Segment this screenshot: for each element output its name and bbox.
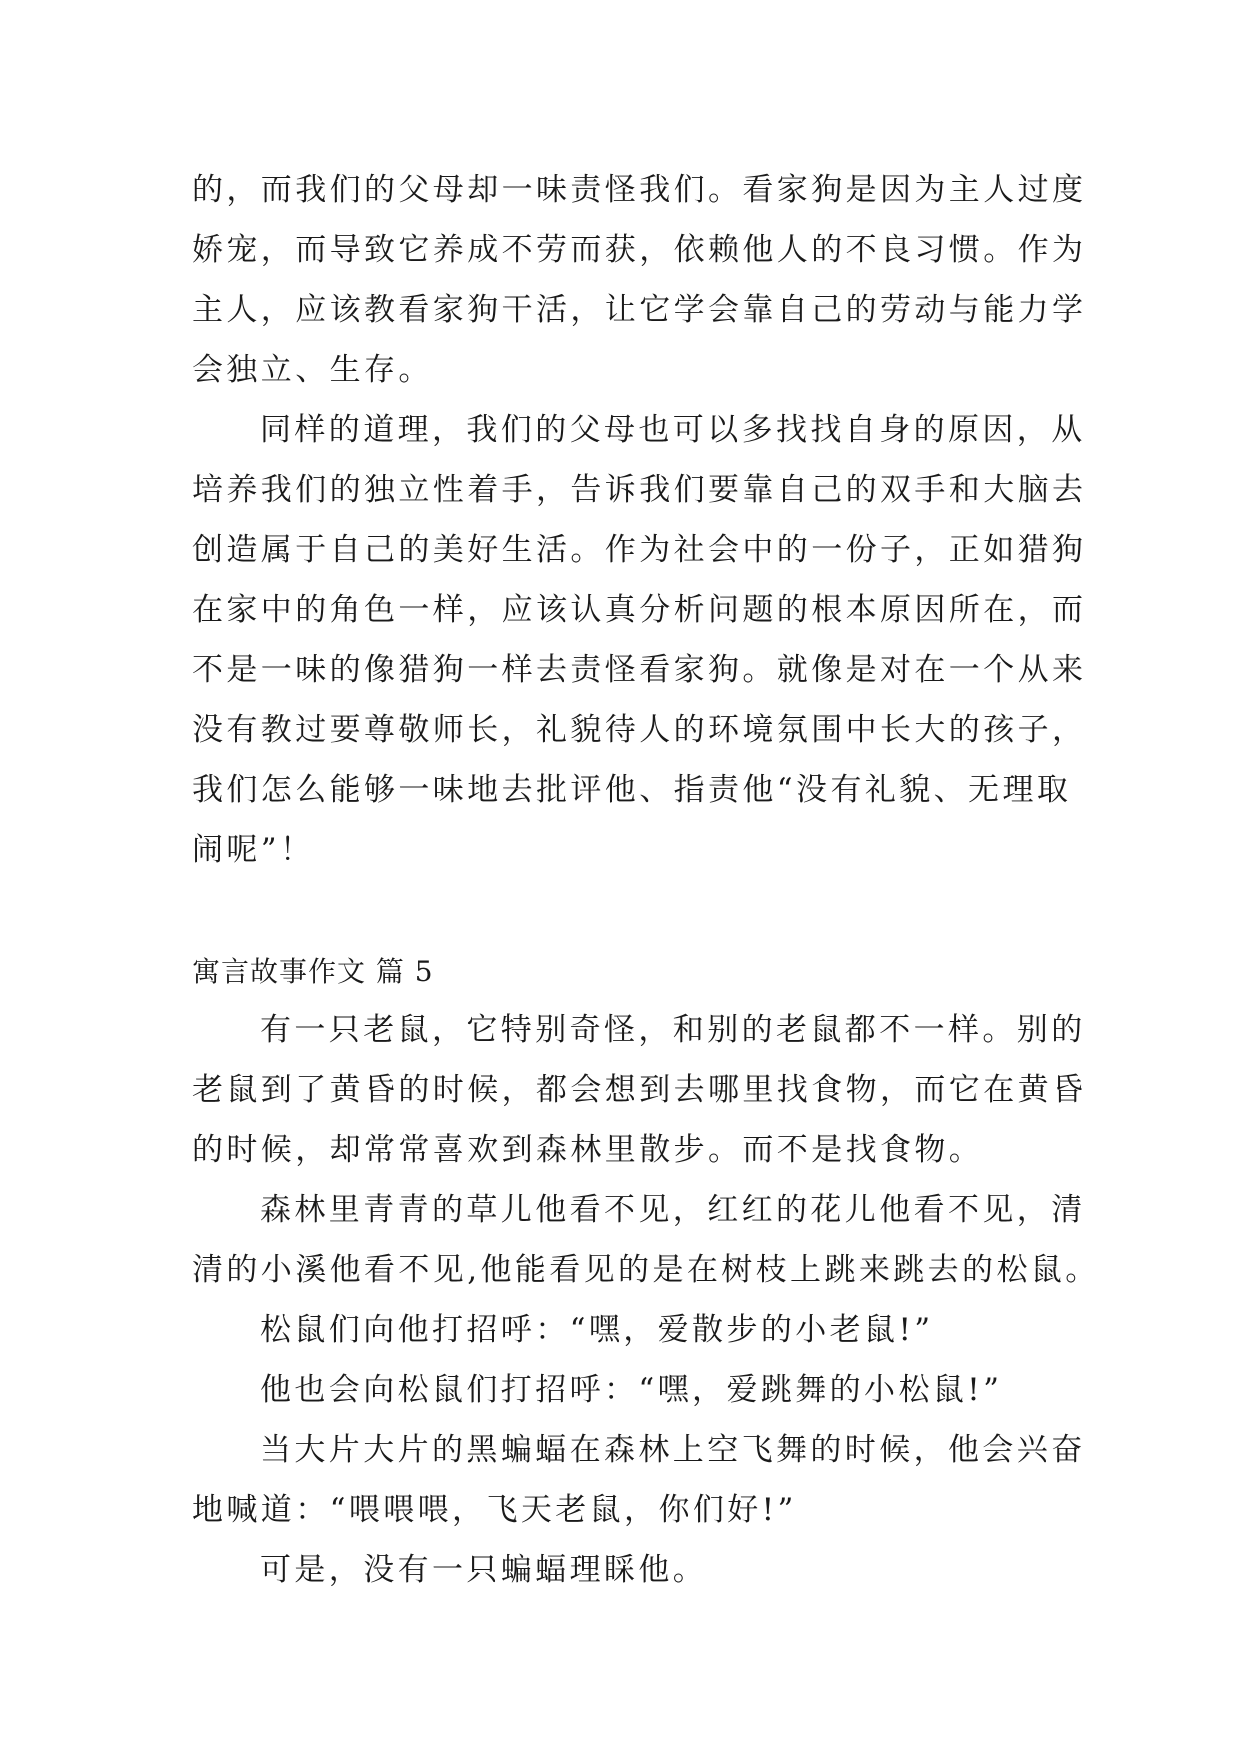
paragraph-line: 有一只老鼠，它特别奇怪，和别的老鼠都不一样。别的 xyxy=(260,1012,1086,1048)
paragraph-line: 清的小溪他看不见,他能看见的是在树枝上跳来跳去的松鼠。 xyxy=(192,1252,1100,1288)
paragraph-line: 不是一味的像猎狗一样去责怪看家狗。就像是对在一个从来 xyxy=(192,652,1087,688)
paragraph-line: 的时候，却常常喜欢到森林里散步。而不是找食物。 xyxy=(192,1132,984,1168)
paragraph-line: 会独立、生存。 xyxy=(192,352,433,388)
section-gap xyxy=(192,880,1072,944)
paragraph-line: 我们怎么能够一味地去批评他、指责他“没有礼貌、无理取 xyxy=(192,772,1072,808)
paragraph-line: 同样的道理，我们的父母也可以多找找自身的原因，从 xyxy=(260,412,1086,448)
paragraph-line: 当大片大片的黑蝙蝠在森林上空飞舞的时候，他会兴奋 xyxy=(260,1432,1086,1468)
paragraph-line: 娇宠，而导致它养成不劳而获，依赖他人的不良习惯。作为 xyxy=(192,232,1087,268)
section-heading: 寓言故事作文 篇 5 xyxy=(192,955,434,988)
paragraph-line: 培养我们的独立性着手，告诉我们要靠自己的双手和大脑去 xyxy=(192,472,1087,508)
paragraph-line: 的，而我们的父母却一味责怪我们。看家狗是因为主人过度 xyxy=(192,172,1087,208)
document-body xyxy=(192,160,1100,1600)
paragraph-line: 创造属于自己的美好生活。作为社会中的一份子，正如猎狗 xyxy=(192,532,1087,568)
paragraph-line: 可是，没有一只蝙蝠理睬他。 xyxy=(260,1552,708,1588)
paragraph-line: 地喊道：“喂喂喂，飞天老鼠，你们好!” xyxy=(192,1492,797,1528)
paragraph-line: 主人，应该教看家狗干活，让它学会靠自己的劳动与能力学 xyxy=(192,292,1087,328)
paragraph-line: 森林里青青的草儿他看不见，红红的花儿他看不见，清 xyxy=(260,1192,1086,1228)
paragraph-line: 他也会向松鼠们打招呼：“嘿，爱跳舞的小松鼠!” xyxy=(260,1372,1003,1408)
paragraph-line: 闹呢”！ xyxy=(192,832,315,868)
paragraph-line: 没有教过要尊敬师长，礼貌待人的环境氛围中长大的孩子， xyxy=(192,712,1087,748)
paragraph-line: 在家中的角色一样，应该认真分析问题的根本原因所在，而 xyxy=(192,592,1087,628)
paragraph-line: 老鼠到了黄昏的时候，都会想到去哪里找食物，而它在黄昏 xyxy=(192,1072,1087,1108)
paragraph-line: 松鼠们向他打招呼：“嘿，爱散步的小老鼠!” xyxy=(260,1312,934,1348)
